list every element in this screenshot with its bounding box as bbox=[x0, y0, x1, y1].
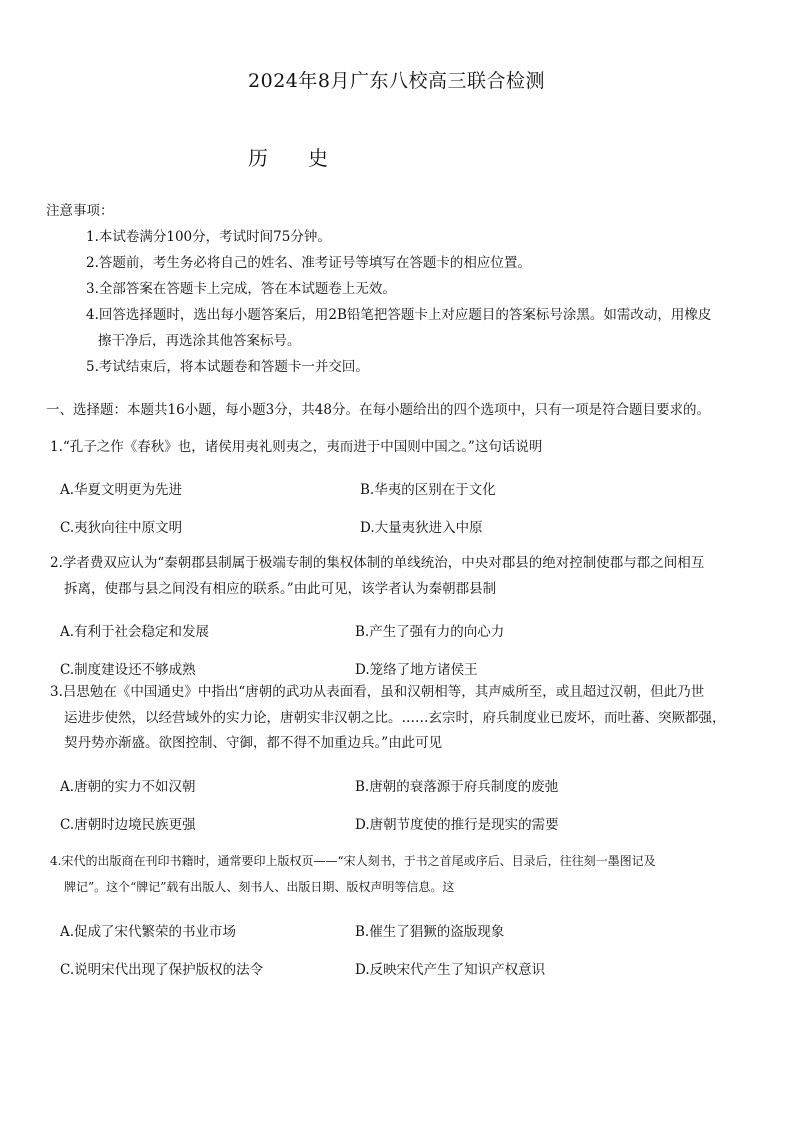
question-1-stem bbox=[50, 435, 750, 461]
option-c: C.夷狄向往中原文明 bbox=[60, 519, 183, 536]
note-item: 3.全部答案在答题卡上完成，答在本试题卷上无效。 bbox=[86, 281, 396, 297]
option-row bbox=[60, 775, 720, 813]
option-a: A.促成了宋代繁荣的书业市场 bbox=[60, 924, 237, 940]
option-c: C.制度建设还不够成熟 bbox=[60, 661, 196, 678]
question-stem-line: 3.吕思勉在《中国通史》中指出“唐朝的武功从表面看，虽和汉朝相等，其声威所至，或且超过汉朝，但此乃世 bbox=[50, 684, 705, 700]
option-b: B.华夷的区别在于文化 bbox=[360, 482, 496, 498]
option-b: B.催生了猖獗的盗版现象 bbox=[355, 924, 505, 940]
option-b: B.唐朝的衰落源于府兵制度的废弛 bbox=[355, 779, 559, 795]
option-row bbox=[60, 920, 720, 958]
note-item: 4.回答选择题时，选出每小题答案后，用2B铅笔把答题卡上对应题目的答案标号涂黑。如需改动，用橡皮 bbox=[86, 307, 712, 323]
notes-heading: 注意事项： bbox=[46, 203, 114, 219]
note-item: 5.考试结束后，将本试题卷和答题卡一并交回。 bbox=[86, 359, 369, 375]
section-heading: 一、选择题：本题共16小题，每小题3分，共48分。在每小题给出的四个选项中，只有一项是符合题目要求的。 bbox=[46, 402, 710, 418]
question-4-options bbox=[60, 920, 720, 995]
option-a: A.华夏文明更为先进 bbox=[60, 482, 183, 498]
option-d: D.反映宋代产生了知识产权意识 bbox=[355, 961, 546, 978]
option-row bbox=[60, 516, 720, 554]
option-row bbox=[60, 813, 720, 851]
option-d: D.笼络了地方诸侯王 bbox=[355, 661, 478, 678]
note-item: 1.本试卷满分100分，考试时间75分钟。 bbox=[86, 229, 331, 245]
question-3-options bbox=[60, 775, 720, 850]
question-4-stem bbox=[50, 849, 750, 900]
option-c: C.说明宋代出现了保护版权的法令 bbox=[60, 961, 264, 978]
question-1-options bbox=[60, 478, 720, 553]
question-2-stem bbox=[50, 551, 750, 602]
option-row bbox=[60, 958, 720, 996]
question-stem-line: 拆离，使郡与县之间没有相应的联系。”由此可见，该学者认为秦朝郡县制 bbox=[64, 580, 497, 597]
question-stem-line: 运进步使然，以经营域外的实力论，唐朝实非汉朝之比。……玄宗时，府兵制度业已废坏，而吐蕃、突厥都强， bbox=[64, 709, 726, 726]
question-3-stem bbox=[50, 680, 750, 757]
question-stem-line: 1.“孔子之作《春秋》也，诸侯用夷礼则夷之，夷而进于中国则中国之。”这句话说明 bbox=[50, 439, 543, 455]
option-a: A.有利于社会稳定和发展 bbox=[60, 624, 210, 640]
option-c: C.唐朝时边境民族更强 bbox=[60, 816, 196, 833]
option-d: D.大量夷狄进入中原 bbox=[360, 519, 483, 536]
note-item-continued: 擦干净后，再选涂其他答案标号。 bbox=[98, 333, 301, 349]
option-d: D.唐朝节度使的推行是现实的需要 bbox=[355, 816, 559, 833]
question-stem-line: 牌记”。这个“牌记”载有出版人、刻书人、出版日期、版权声明等信息。这 bbox=[64, 879, 455, 894]
exam-title: 2024年8月广东八校高三联合检测 bbox=[248, 70, 545, 92]
notes-list bbox=[86, 224, 756, 380]
option-b: B.产生了强有力的向心力 bbox=[355, 624, 505, 640]
question-stem-line: 4.宋代的出版商在刊印书籍时，通常要印上版权页——“宋人刻书，于书之首尾或序后、目录后，往往刻一墨图记及 bbox=[50, 854, 656, 868]
option-row bbox=[60, 620, 720, 658]
note-item: 2.答题前，考生务必将自己的姓名、准考证号等填写在答题卡的相应位置。 bbox=[86, 255, 531, 271]
subject-title: 历史 bbox=[248, 146, 368, 170]
question-stem-line: 契丹势亦渐盛。欲图控制、守御，都不得不加重边兵。”由此可见 bbox=[64, 735, 443, 751]
question-stem-line: 2.学者费双应认为“秦朝郡县制属于极端专制的集权体制的单线统治，中央对郡县的绝对控制使郡与郡之间相互 bbox=[50, 555, 705, 571]
option-a: A.唐朝的实力不如汉朝 bbox=[60, 779, 196, 795]
option-row bbox=[60, 478, 720, 516]
